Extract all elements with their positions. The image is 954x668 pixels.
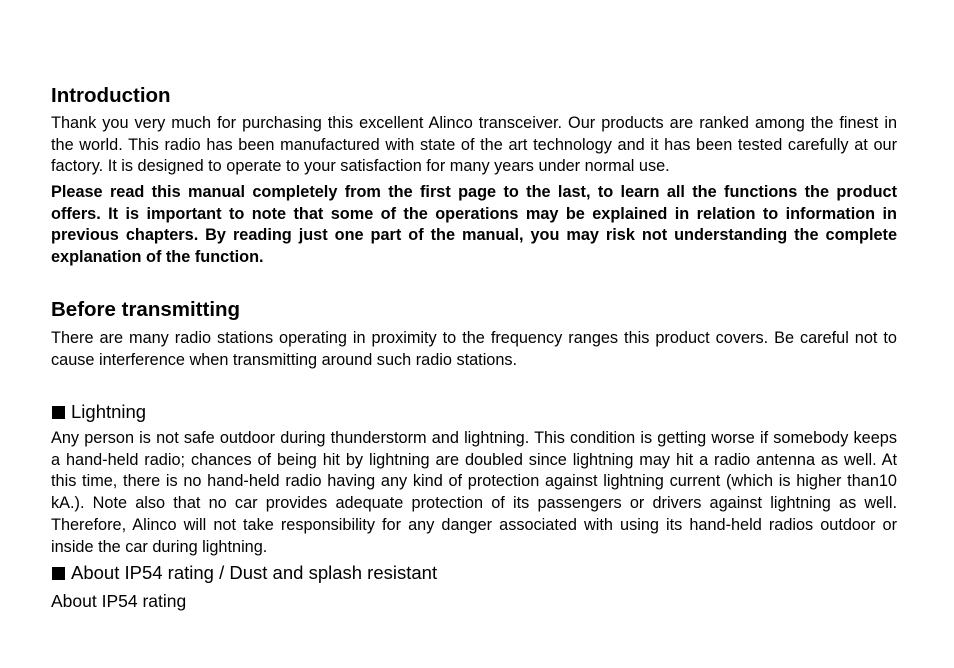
ip54-heading (51, 562, 437, 584)
introduction-paragraph: Thank you very much for purchasing this excellent Alinco transceiver. Our products are ranked among the finest in the world. This radio has been manufactured with state of the art technology and it has been tested carefully at our factory. It is designed to operate to your satisfaction for many years under normal use. (51, 114, 897, 176)
introduction-heading: Introduction (51, 84, 171, 107)
lightning-paragraph: Any person is not safe outdoor during thunderstorm and lightning. This condition is getting worse if somebody keeps a hand-held radio; chances of being hit by lightning are doubled since lightning may hit a radio antenna as well. At this time, there is no hand-held radio having any kind of protection against lightning current (which is higher than10 kA.). Note also that no car provides adequate protection of its passengers or drivers against lightning as well. Therefore, Alinco will not take responsibility for any danger associated with using its hand-held radios outdoor or inside the car during lightning. (51, 429, 897, 556)
before-transmitting-paragraph: There are many radio stations operating in proximity to the frequency ranges this product covers. Be careful not to cause interference when transmitting around such radio stations. (51, 329, 897, 369)
square-bullet-icon (52, 567, 65, 580)
before-transmitting-heading: Before transmitting (51, 298, 241, 321)
ip54-heading-label: About IP54 rating / Dust and splash resistant (71, 562, 438, 583)
manual-reading-notice: Please read this manual completely from the first page to the last, to learn all the functions the product offers. It is important to note that some of the operations may be explained in relation to information in previous chapters. By reading just one part of the manual, you may risk not understanding the complete explanation of the function. (51, 183, 897, 266)
ip54-subheading: About IP54 rating (51, 591, 187, 611)
lightning-heading-label: Lightning (71, 401, 147, 422)
square-bullet-icon (52, 406, 65, 419)
lightning-heading (51, 401, 146, 423)
